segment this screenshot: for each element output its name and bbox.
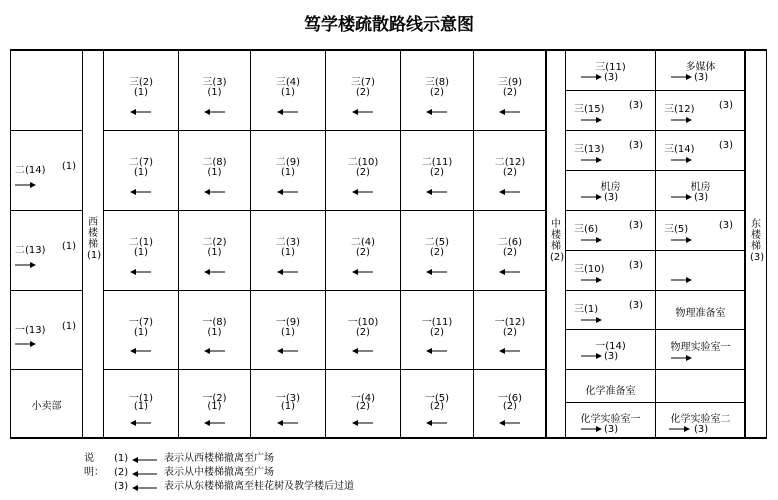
arrow-left-icon — [499, 188, 521, 196]
left-room — [10, 50, 83, 131]
route-label: (1) — [280, 401, 296, 413]
route-label: (2) — [502, 247, 518, 259]
room-name: 三(10) — [574, 264, 605, 275]
classroom — [400, 290, 474, 370]
room-name: 一(12) — [494, 316, 526, 328]
room-name: 二(14) — [15, 165, 46, 177]
route-label: (1) — [280, 326, 296, 338]
arrow-right-icon — [580, 276, 602, 284]
route-label: (3) — [604, 424, 619, 435]
classroom — [178, 210, 251, 291]
legend-text: 表示从中楼梯撤离至广场 — [164, 467, 274, 478]
room-name: 物理准备室 — [675, 308, 726, 319]
page-title: 笃学楼疏散路线示意图 — [304, 15, 474, 35]
room-name: 一(1) — [128, 393, 154, 405]
route-label: (3) — [694, 424, 709, 435]
room-name: 一(14) — [595, 341, 626, 352]
arrow-left-icon — [426, 108, 448, 116]
classroom — [178, 369, 251, 439]
route-label: (1) — [207, 326, 222, 338]
classroom — [103, 210, 179, 291]
room-name: 化学实验室一 — [580, 414, 641, 425]
arrow-left-icon — [426, 347, 448, 355]
arrow-right-icon — [580, 316, 602, 324]
room-name: 二(5) — [424, 237, 450, 249]
arrow-right-icon — [580, 236, 602, 244]
room-name: 一(2) — [202, 393, 227, 405]
room-name: 三(2) — [128, 77, 154, 89]
arrow-right-icon — [670, 193, 692, 201]
route-label: (2) — [429, 247, 445, 259]
room-name: 三(9) — [497, 77, 523, 89]
room-name: 一(6) — [497, 393, 523, 405]
route-label: (3) — [718, 100, 733, 111]
arrow-left-icon — [132, 469, 158, 483]
route-label: (2) — [355, 87, 371, 99]
left-room — [10, 210, 83, 291]
room-name: 二(7) — [128, 157, 154, 169]
arrow-right-icon — [580, 116, 602, 124]
arrow-left-icon — [499, 108, 521, 116]
room-name: 二(2) — [202, 237, 227, 249]
arrow-left-icon — [277, 347, 299, 355]
east-room — [565, 250, 656, 291]
west-stair — [82, 50, 104, 439]
arrow-left-icon — [130, 268, 152, 276]
room-name: 化学准备室 — [585, 386, 636, 397]
classroom — [400, 130, 474, 211]
room-name: 三(4) — [275, 77, 301, 89]
arrow-right-icon — [670, 73, 692, 81]
room-name: 二(9) — [275, 157, 301, 169]
route-label: (3) — [628, 220, 643, 231]
arrow-right-icon — [580, 352, 602, 360]
left-room — [10, 369, 83, 439]
room-name: 三(6) — [574, 224, 599, 235]
room-name: 三(1) — [574, 304, 599, 315]
route-label: (1) — [207, 247, 222, 259]
east-room — [565, 402, 656, 439]
east-room — [655, 170, 746, 211]
east-room — [565, 210, 656, 251]
east-room — [565, 50, 656, 91]
classroom — [250, 50, 326, 131]
east-stair-label: 东楼梯(3) — [750, 219, 765, 263]
room-name: 二(4) — [350, 237, 376, 249]
route-label: (1) — [133, 326, 149, 338]
arrow-right-icon — [670, 354, 692, 362]
route-label: (1) — [133, 87, 149, 99]
classroom — [400, 369, 474, 439]
arrow-left-icon — [499, 347, 521, 355]
route-label: (1) — [61, 161, 76, 173]
east-room — [565, 290, 656, 330]
east-room — [655, 210, 746, 251]
arrow-left-icon — [352, 268, 374, 276]
route-label: (2) — [355, 326, 371, 338]
room-name: 三(7) — [350, 77, 376, 89]
east-room — [655, 250, 746, 291]
route-label: (2) — [429, 87, 445, 99]
arrow-left-icon — [277, 419, 299, 427]
route-label: (1) — [280, 247, 296, 259]
room-name: 三(11) — [595, 62, 626, 73]
room-name: 二(10) — [347, 157, 379, 169]
east-room — [565, 170, 656, 211]
legend-code: (2) — [114, 467, 129, 478]
west-stair-label: 西楼梯(1) — [87, 217, 102, 261]
room-name: 三(13) — [574, 144, 605, 155]
arrow-right-icon — [580, 425, 602, 433]
route-label: (1) — [207, 401, 222, 413]
classroom — [103, 290, 179, 370]
classroom — [473, 369, 547, 439]
route-label: (1) — [133, 167, 149, 179]
room-name: 二(6) — [497, 237, 523, 249]
arrow-left-icon — [277, 188, 299, 196]
arrow-left-icon — [130, 347, 152, 355]
route-label: (1) — [133, 401, 149, 413]
room-name: 二(3) — [275, 237, 301, 249]
room-name: 三(3) — [202, 77, 227, 89]
route-label: (3) — [694, 72, 709, 83]
room-name: 机房 — [600, 182, 621, 193]
arrow-left-icon — [204, 188, 226, 196]
classroom — [103, 130, 179, 211]
route-label: (1) — [280, 167, 296, 179]
arrow-left-icon — [204, 108, 226, 116]
arrow-left-icon — [352, 419, 374, 427]
arrow-right-icon — [670, 116, 692, 124]
arrow-right-icon — [670, 156, 692, 164]
room-name: 二(12) — [494, 157, 526, 169]
arrow-right-icon — [580, 193, 602, 201]
room-name: 小卖部 — [31, 401, 62, 413]
arrow-right-icon — [580, 156, 602, 164]
arrow-left-icon — [352, 347, 374, 355]
route-label: (1) — [207, 87, 222, 99]
classroom — [473, 210, 547, 291]
classroom — [325, 130, 401, 211]
route-label: (3) — [628, 100, 643, 111]
route-label: (2) — [502, 401, 518, 413]
room-name: 化学实验室二 — [670, 414, 731, 425]
legend-code: (3) — [114, 481, 129, 492]
arrow-right-icon — [580, 73, 602, 81]
east-room — [565, 90, 656, 131]
route-label: (1) — [61, 320, 76, 332]
classroom — [473, 290, 547, 370]
arrow-left-icon — [352, 188, 374, 196]
room-name: 一(13) — [15, 324, 46, 336]
classroom — [178, 50, 251, 131]
route-label: (1) — [133, 247, 149, 259]
room-name: 三(15) — [574, 104, 605, 115]
classroom — [473, 130, 547, 211]
arrow-right-icon — [14, 340, 36, 348]
room-name: 二(1) — [128, 237, 154, 249]
room-name: 一(5) — [424, 393, 450, 405]
room-name: 二(8) — [202, 157, 227, 169]
room-name: 一(7) — [128, 316, 154, 328]
route-label: (2) — [355, 247, 371, 259]
room-name: 一(3) — [275, 393, 301, 405]
room-name: 二(13) — [15, 245, 46, 257]
route-label: (1) — [207, 167, 222, 179]
route-label: (2) — [502, 167, 518, 179]
legend-text: 表示从东楼梯撤离至桂花树及教学楼后过道 — [164, 481, 354, 492]
room-name: 三(14) — [664, 144, 695, 155]
arrow-left-icon — [352, 108, 374, 116]
arrow-left-icon — [130, 188, 152, 196]
classroom — [178, 290, 251, 370]
route-label: (2) — [429, 326, 445, 338]
route-label: (2) — [429, 401, 445, 413]
room-name: 三(5) — [664, 224, 689, 235]
room-name: 机房 — [690, 182, 711, 193]
middle-stair-label: 中楼梯(2) — [550, 219, 565, 263]
east-room — [655, 290, 746, 330]
east-room — [655, 50, 746, 91]
east-room — [655, 130, 746, 171]
arrow-left-icon — [204, 347, 226, 355]
route-label: (1) — [280, 87, 296, 99]
arrow-right-icon — [668, 425, 690, 433]
route-label: (2) — [502, 326, 518, 338]
classroom — [178, 130, 251, 211]
classroom — [325, 369, 401, 439]
classroom — [400, 50, 474, 131]
east-room — [655, 90, 746, 131]
arrow-left-icon — [130, 419, 152, 427]
east-stair — [744, 50, 767, 439]
classroom — [250, 210, 326, 291]
classroom — [325, 50, 401, 131]
arrow-left-icon — [426, 188, 448, 196]
route-label: (3) — [718, 220, 733, 231]
legend-text: 表示从西楼梯撤离至广场 — [164, 453, 274, 464]
route-label: (3) — [694, 192, 709, 203]
route-label: (2) — [355, 167, 371, 179]
route-label: (2) — [355, 401, 371, 413]
classroom — [325, 210, 401, 291]
classroom — [400, 210, 474, 291]
classroom — [250, 369, 326, 439]
middle-stair — [545, 50, 566, 439]
arrow-left-icon — [204, 268, 226, 276]
arrow-left-icon — [204, 419, 226, 427]
left-room — [10, 130, 83, 211]
classroom — [250, 290, 326, 370]
route-label: (3) — [718, 140, 733, 151]
classroom — [250, 130, 326, 211]
classroom — [473, 50, 547, 131]
arrow-left-icon — [277, 108, 299, 116]
arrow-left-icon — [499, 419, 521, 427]
arrow-right-icon — [14, 181, 36, 189]
classroom — [103, 50, 179, 131]
arrow-right-icon — [670, 236, 692, 244]
route-label: (3) — [628, 300, 643, 311]
room-name: 一(8) — [202, 316, 227, 328]
route-label: (3) — [628, 140, 643, 151]
east-room — [655, 402, 746, 439]
east-room — [655, 369, 746, 403]
classroom — [103, 369, 179, 439]
route-label: (3) — [604, 72, 619, 83]
arrow-left-icon — [426, 419, 448, 427]
legend-prefix: 说明： — [84, 453, 104, 478]
east-room — [565, 329, 656, 370]
east-room — [565, 130, 656, 171]
room-name: 二(11) — [421, 157, 453, 169]
room-name: 一(9) — [275, 316, 301, 328]
left-room — [10, 290, 83, 370]
route-label: (3) — [628, 260, 643, 271]
room-name: 三(8) — [424, 77, 450, 89]
arrow-left-icon — [130, 108, 152, 116]
arrow-right-icon — [14, 261, 36, 269]
arrow-left-icon — [132, 455, 158, 469]
arrow-left-icon — [277, 268, 299, 276]
room-name: 一(4) — [350, 393, 376, 405]
room-name: 一(11) — [421, 316, 453, 328]
route-label: (3) — [604, 192, 619, 203]
route-label: (2) — [429, 167, 445, 179]
legend-code: (1) — [114, 453, 129, 464]
room-name: 多媒体 — [685, 62, 716, 73]
classroom — [325, 290, 401, 370]
arrow-left-icon — [426, 268, 448, 276]
room-name: 一(10) — [347, 316, 379, 328]
route-label: (3) — [604, 351, 619, 362]
arrow-left-icon — [499, 268, 521, 276]
route-label: (2) — [502, 87, 518, 99]
room-name: 三(12) — [664, 104, 695, 115]
east-room — [655, 329, 746, 370]
arrow-left-icon — [132, 483, 158, 497]
east-room — [565, 369, 656, 403]
arrow-right-icon — [670, 276, 692, 284]
route-label: (1) — [61, 241, 76, 253]
room-name: 物理实验室一 — [670, 342, 731, 353]
